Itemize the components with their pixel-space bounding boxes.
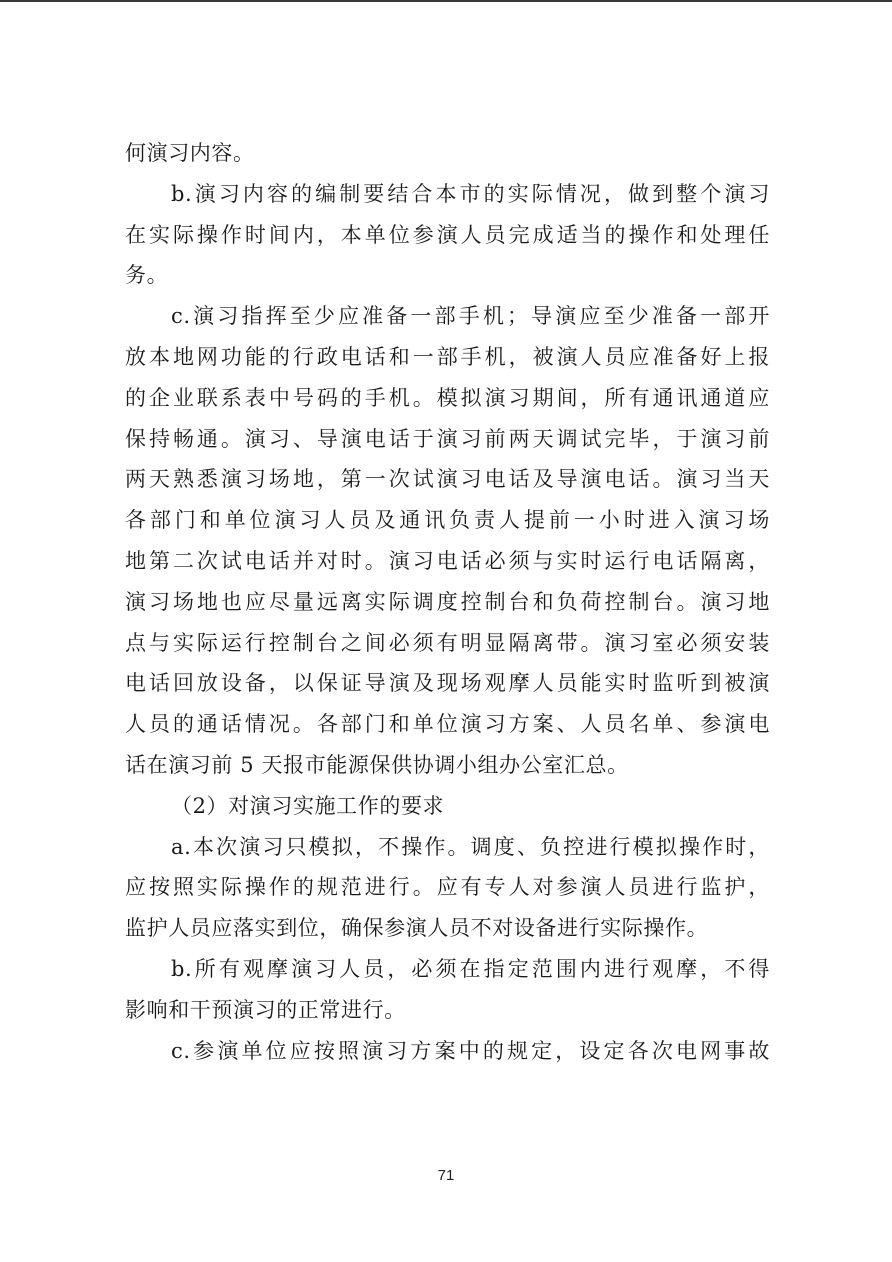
text-line: a.本次演习只模拟，不操作。调度、负控进行模拟操作时， [171, 834, 770, 859]
text-line: 在实际操作时间内，本单位参演人员完成适当的操作和处理任 [125, 222, 770, 247]
text-line: 的企业联系表中号码的手机。模拟演习期间，所有通讯通道应 [125, 385, 770, 410]
text-line: 话在演习前 5 天报市能源保供协调小组办公室汇总。 [125, 752, 629, 777]
section-heading: （2）对演习实施工作的要求 [171, 793, 445, 818]
text-line: 应按照实际操作的规范进行。应有专人对参演人员进行监护， [125, 875, 770, 900]
text-line: b.演习内容的编制要结合本市的实际情况，做到整个演习 [171, 181, 770, 206]
text-line: 监护人员应落实到位，确保参演人员不对设备进行实际操作。 [125, 916, 709, 941]
top-border-line [0, 0, 892, 2]
body-text [125, 133, 770, 1071]
text-line: c.演习指挥至少应准备一部手机；导演应至少准备一部开 [171, 304, 770, 329]
text-line: b.所有观摩演习人员，必须在指定范围内进行观摩，不得 [171, 956, 770, 981]
text-line: 地第二次试电话并对时。演习电话必须与实时运行电话隔离， [125, 548, 770, 573]
text-line: 点与实际运行控制台之间必须有明显隔离带。演习室必须安装 [125, 630, 770, 655]
text-line: 保持畅通。演习、导演电话于演习前两天调试完毕，于演习前 [125, 426, 770, 451]
text-line: 人员的通话情况。各部门和单位演习方案、人员名单、参演电 [125, 712, 770, 737]
text-line: 两天熟悉演习场地，第一次试演习电话及导演电话。演习当天 [125, 467, 770, 492]
text-line: 务。 [125, 263, 169, 288]
text-line: 电话回放设备，以保证导演及现场观摩人员能实时监听到被演 [125, 671, 770, 696]
text-line: 何演习内容。 [125, 141, 255, 165]
text-line: 各部门和单位演习人员及通讯负责人提前一小时进入演习场 [125, 508, 770, 533]
text-line: 放本地网功能的行政电话和一部手机，被演人员应准备好上报 [125, 344, 770, 369]
text-line: c.参演单位应按照演习方案中的规定，设定各次电网事故 [171, 1038, 770, 1063]
text-line: 影响和干预演习的正常进行。 [125, 997, 406, 1022]
page-number: 71 [437, 1167, 455, 1184]
text-line: 演习场地也应尽量远离实际调度控制台和负荷控制台。演习地 [125, 589, 770, 614]
